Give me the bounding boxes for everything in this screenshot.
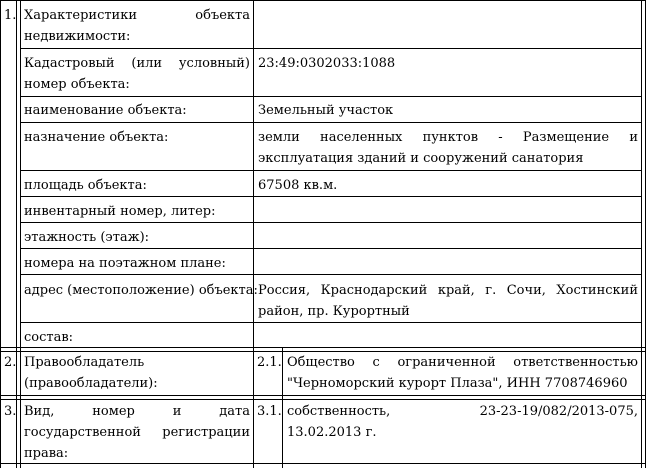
row-line [20,196,642,197]
section-line [0,463,646,464]
section-line [0,347,646,348]
row-label: номер объекта: [24,77,130,92]
row-line [20,222,642,223]
row-label: Правообладатель [24,355,145,370]
table-border-left [0,0,1,468]
row-label: Кадастровый (или условный) [24,56,250,71]
section-number: 1. [4,8,17,23]
purpose-value: эксплуатация зданий и сооружений санатория [258,151,584,166]
section-line [0,395,646,396]
registration-value: собственность, 23-23-19/082/2013-075, [287,404,638,419]
rightholder-value: "Черноморский курорт Плаза", ИНН 7708746960 [287,376,628,391]
object-name-value: Земельный участок [258,103,394,118]
row-label: недвижимости: [24,29,131,44]
row-line [20,122,642,123]
row-label: государственной регистрации [24,425,250,440]
row-line [20,248,642,249]
row-label: адрес (местоположение) объекта: [24,283,258,298]
sub-number: 2.1. [257,355,282,370]
row-label: назначение объекта: [24,130,169,145]
row-line [20,170,642,171]
registration-value: 13.02.2013 г. [287,425,377,440]
sub-number: 3.1. [257,404,282,419]
table-border-right [641,0,642,468]
number-column-line-inner [20,0,21,468]
section-line-inner [0,399,646,400]
subnumber-column-line [282,348,283,468]
row-line [20,48,642,49]
row-label: состав: [24,330,74,345]
row-label: площадь объекта: [24,178,147,193]
purpose-value: земли населенных пунктов - Размещение и [258,130,638,145]
number-column-line [16,0,17,468]
row-label: наименование объекта: [24,103,187,118]
section-number: 2. [4,355,17,370]
row-label: Характеристики объекта [24,8,250,23]
rightholder-value: Общество с ограниченной ответственностью [287,355,638,370]
row-label: (правообладатели): [24,376,158,391]
address-value: район, пр. Курортный [258,304,410,319]
row-label: Вид, номер и дата [24,404,250,419]
cadastral-number-value: 23:49:0302033:1088 [258,56,396,71]
section-number: 3. [4,404,17,419]
row-label: инвентарный номер, литер: [24,204,216,219]
area-value: 67508 кв.м. [258,178,338,193]
row-label: номера на поэтажном плане: [24,256,226,271]
row-line [20,274,642,275]
row-line [20,96,642,97]
row-label: права: [24,446,69,461]
table-border-top [0,0,646,1]
address-value: Россия, Краснодарский край, г. Сочи, Хостинский [258,283,638,298]
label-column-line [253,0,254,468]
row-label: этажность (этаж): [24,230,150,245]
row-line [20,322,642,323]
